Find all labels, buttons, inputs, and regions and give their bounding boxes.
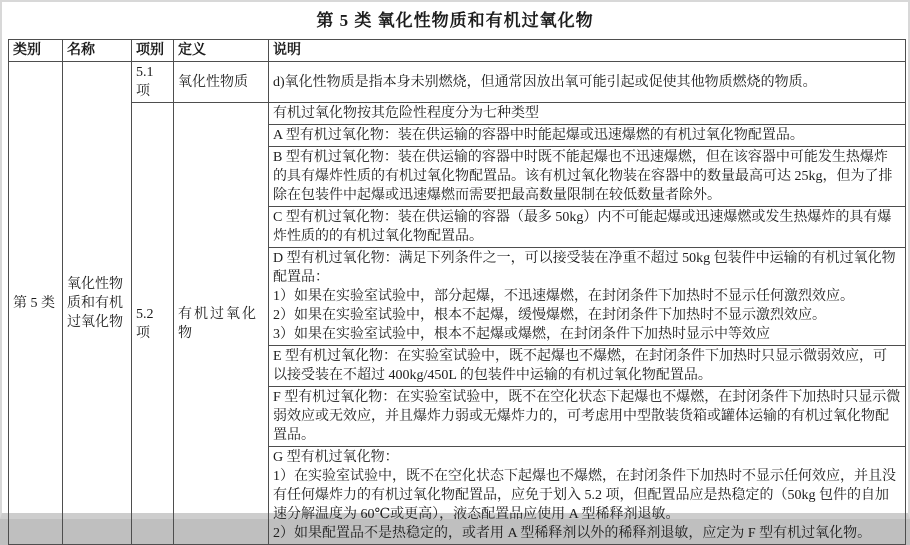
cell-description-type-g xyxy=(269,447,906,545)
header-row xyxy=(9,40,906,62)
cell-description-type-c: C 型有机过氧化物：装在供运输的容器（最多 50kg）内不可能起爆或迅速爆燃或发生热爆炸的具有爆炸性质的的有机过氧化物配置品。 xyxy=(269,207,906,248)
cell-item-5-2: 5.2 项 xyxy=(132,103,174,545)
cell-item-5-1: 5.1 项 xyxy=(132,62,174,103)
column-header-definition: 定义 xyxy=(174,40,269,62)
cell-description-5-1: d)氧化性物质是指本身未别燃烧，但通常因放出氧可能引起或促使其他物质燃烧的物质。 xyxy=(269,62,906,103)
desc-line: 2）如果配置品不是热稳定的，或者用 A 型稀释剂以外的稀释剂退敏，应定为 F 型有机过氧化物。 xyxy=(273,526,872,541)
desc-line: 3）如果在实验室试验中，根本不起爆或爆燃，在封闭条件下加热时显示中等效应 xyxy=(273,327,770,342)
cell-description-type-e: E 型有机过氧化物：在实验室试验中，既不起爆也不爆燃，在封闭条件下加热时只显示微弱效应，可以接受装在不超过 400kg/450L 的包装件中运输的有机过氧化物配置品。 xyxy=(269,346,906,387)
classification-table xyxy=(8,39,906,545)
cell-name: 氧化性物质和有机过氧化物 xyxy=(63,62,132,545)
desc-line: G 型有机过氧化物： xyxy=(273,450,399,465)
desc-line: 1）在实验室试验中，既不在空化状态下起爆也不爆燃，在封闭条件下加热时不显示任何效应，并且没有任何爆炸力的有机过氧化物配置品，应免于划入 5.2 项，但配置品应是热稳定的（50kg 包件的自加速分解温度为 60℃或更高），液态配置品应使用 A 型稀释剂退敏。 xyxy=(273,469,896,522)
cell-description-intro: 有机过氧化物按其危险性程度分为七种类型 xyxy=(269,103,906,125)
column-header-description: 说明 xyxy=(269,40,906,62)
cell-definition-5-1: 氧化性物质 xyxy=(174,62,269,103)
page-title: 第 5 类 氧化性物质和有机过氧化物 xyxy=(316,11,594,30)
desc-line: 1）如果在实验室试验中，部分起爆，不迅速爆燃，在封闭条件下加热时不显示任何激烈效应。 xyxy=(273,289,854,304)
cell-description-type-b: B 型有机过氧化物：装在供运输的容器中时既不能起爆也不迅速爆燃，但在该容器中可能发生热爆炸的具有爆炸性质的有机过氧化物配置品。该有机过氧化物装在容器中的数量最高可达 25kg，但为了排除在包装件中起爆或迅速爆燃而需要把最高数量限制在较低数量者除外。 xyxy=(269,147,906,207)
desc-line: 2）如果在实验室试验中，根本不起爆，缓慢爆燃，在封闭条件下加热时不显示激烈效应。 xyxy=(273,308,826,323)
cell-category: 第 5 类 xyxy=(9,62,63,545)
cell-description-type-f: F 型有机过氧化物：在实验室试验中，既不在空化状态下起爆也不爆燃，在封闭条件下加热时只显示微弱效应或无效应，并且爆炸力弱或无爆炸力的，可考虑用中型散装货箱或罐体运输的有机过氧化物配置品。 xyxy=(269,387,906,447)
column-header-category: 类别 xyxy=(9,40,63,62)
row-5-2-intro xyxy=(9,103,906,125)
column-header-item: 项别 xyxy=(132,40,174,62)
column-header-name: 名称 xyxy=(63,40,132,62)
cell-definition-5-2: 有机过氧化物 xyxy=(174,103,269,545)
cell-description-type-a: A 型有机过氧化物：装在供运输的容器中时能起爆或迅速爆燃的有机过氧化物配置品。 xyxy=(269,125,906,147)
desc-line: D 型有机过氧化物：满足下列条件之一，可以接受装在净重不超过 50kg 包装件中运输的有机过氧化物配置品： xyxy=(273,251,896,285)
row-5-1 xyxy=(9,62,906,103)
cell-description-type-d xyxy=(269,248,906,346)
